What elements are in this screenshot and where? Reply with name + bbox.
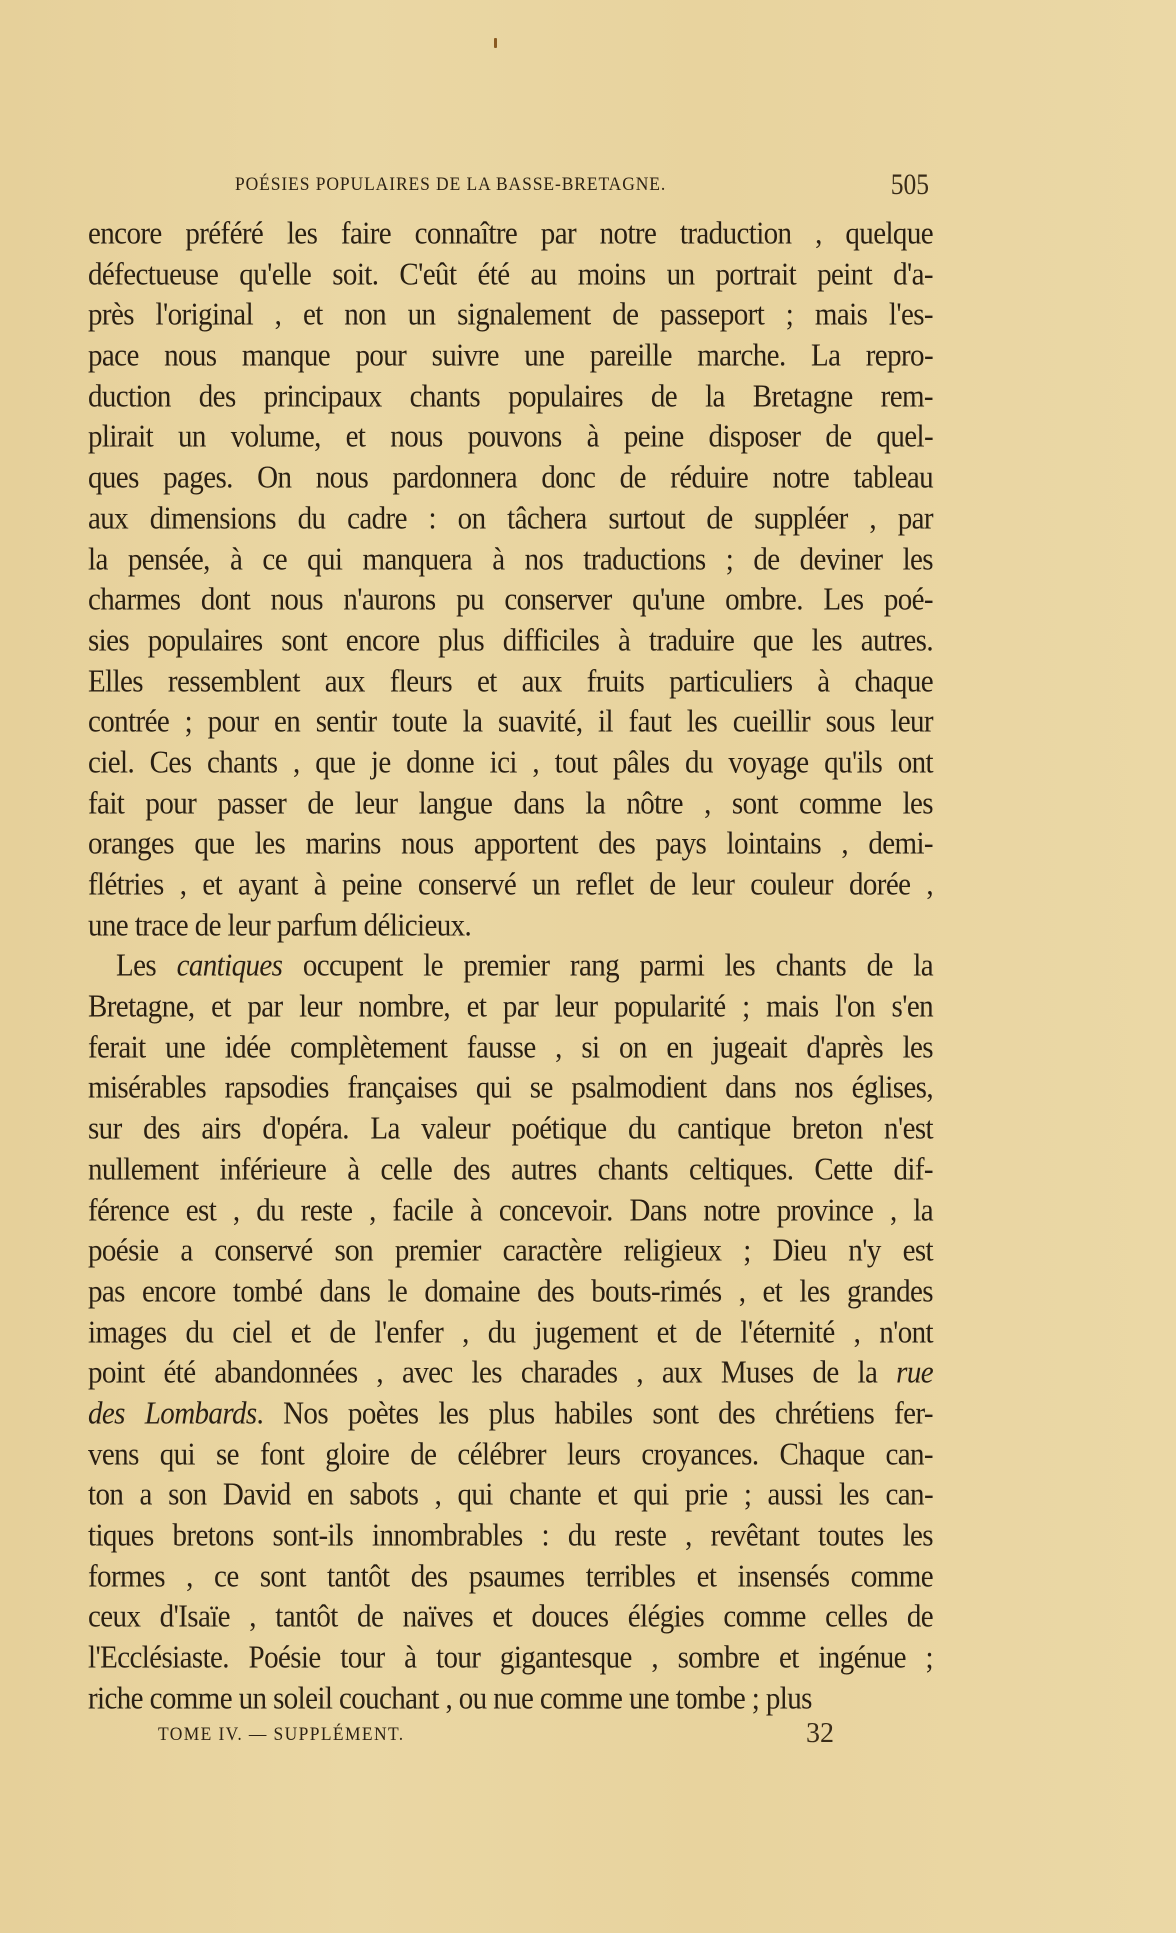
text-line: ciel. Ces chants , que je donne ici , tout pâles du voyage qu'ils ont <box>88 745 933 781</box>
text-line: pace nous manque pour suivre une pareille marche. La repro- <box>88 338 933 374</box>
text-line: défectueuse qu'elle soit. C'eût été au moins un portrait peint d'a- <box>88 257 933 292</box>
text-line: images du ciel et de l'enfer , du jugement et de l'éternité , n'ont <box>88 1315 933 1350</box>
page-footer <box>158 1718 848 1754</box>
text-line: férence est , du reste , facile à concevoir. Dans notre province , la <box>88 1193 933 1228</box>
italic-term: rue <box>896 1355 933 1391</box>
text-line: contrée ; pour en sentir toute la suavité, il faut les cueillir sous leur <box>88 704 933 740</box>
text-line: la pensée, à ce qui manquera à nos traductions ; de deviner les <box>88 542 933 577</box>
text-line: des Lombards. Nos poètes les plus habiles sont des chrétiens fer- <box>88 1396 933 1432</box>
text-line: tiques bretons sont-ils innombrables : du reste , revêtant toutes les <box>88 1518 933 1554</box>
signature-mark: TOME IV. — SUPPLÉMENT. <box>158 1724 405 1745</box>
paragraph <box>88 946 933 1719</box>
text-line: nullement inférieure à celle des autres chants celtiques. Cette dif- <box>88 1152 933 1188</box>
text-line: aux dimensions du cadre : on tâchera surtout de suppléer , par <box>88 501 933 537</box>
text-line: poésie a conservé son premier caractère religieux ; Dieu n'y est <box>88 1233 933 1269</box>
text-line: flétries , et ayant à peine conservé un reflet de leur couleur dorée , <box>88 867 933 903</box>
text-line: près l'original , et non un signalement de passeport ; mais l'es- <box>88 298 933 333</box>
text-line: sies populaires sont encore plus difficiles à traduire que les autres. <box>88 623 933 659</box>
running-title: POÉSIES POPULAIRES DE LA BASSE-BRETAGNE. <box>235 174 667 195</box>
text-line: ferait une idée complètement fausse , si on en jugeait d'après les <box>88 1030 933 1066</box>
text-line: charmes dont nous n'aurons pu conserver qu'une ombre. Les poé- <box>88 582 933 618</box>
italic-term: cantiques <box>176 949 283 984</box>
text-line: ques pages. On nous pardonnera donc de réduire notre tableau <box>88 460 933 496</box>
text-line: point été abandonnées , avec les charades , aux Muses de la rue <box>88 1355 933 1391</box>
text-line: fait pour passer de leur langue dans la nôtre , sont comme les <box>88 786 933 821</box>
paragraph <box>88 214 933 946</box>
sheet-number: 32 <box>806 1718 834 1749</box>
text-line: Les cantiques occupent le premier rang parmi les chants de la <box>116 949 933 984</box>
page-number: 505 <box>890 168 929 201</box>
text-line: misérables rapsodies françaises qui se psalmodient dans nos églises, <box>88 1071 933 1106</box>
italic-term: des Lombards <box>88 1396 257 1432</box>
running-header <box>235 170 935 200</box>
text-line: formes , ce sont tantôt des psaumes terribles et insensés comme <box>88 1559 933 1594</box>
ink-speck <box>494 38 497 48</box>
text-line: encore préféré les faire connaître par notre traduction , quelque <box>88 216 933 252</box>
text-line: plirait un volume, et nous pouvons à peine disposer de quel- <box>88 420 933 455</box>
text-line: vens qui se font gloire de célébrer leurs croyances. Chaque can- <box>88 1437 933 1472</box>
text-line: pas encore tombé dans le domaine des bouts-rimés , et les grandes <box>88 1274 933 1310</box>
text-line: duction des principaux chants populaires de la Bretagne rem- <box>88 379 933 415</box>
text-line: oranges que les marins nous apportent des pays lointains , demi- <box>88 827 933 862</box>
text-line: ceux d'Isaïe , tantôt de naïves et douces élégies comme celles de <box>88 1600 933 1635</box>
text-line: sur des airs d'opéra. La valeur poétique du cantique breton n'est <box>88 1111 933 1147</box>
text-line: ton a son David en sabots , qui chante et qui prie ; aussi les can- <box>88 1478 933 1513</box>
text-line: Bretagne, et par leur nombre, et par leur popularité ; mais l'on s'en <box>88 989 933 1025</box>
text-line: l'Ecclésiaste. Poésie tour à tour gigantesque , sombre et ingénue ; <box>88 1640 933 1676</box>
text-line: Elles ressemblent aux fleurs et aux fruits particuliers à chaque <box>88 664 933 699</box>
text-line: riche comme un soleil couchant , ou nue comme une tombe ; plus <box>88 1681 812 1717</box>
text-line: une trace de leur parfum délicieux. <box>88 908 472 943</box>
body-text <box>88 214 933 1719</box>
